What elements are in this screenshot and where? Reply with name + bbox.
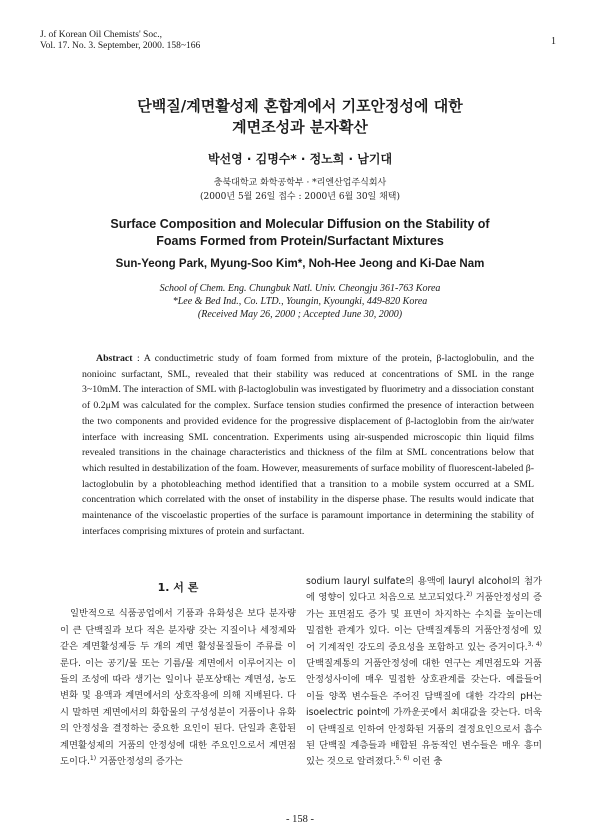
citation-2: 2) <box>466 591 473 599</box>
english-received-dates: (Received May 26, 2000 ; Accepted June 30, 2000) <box>197 309 403 320</box>
section-heading-introduction: 1. 서 론 <box>157 581 199 594</box>
abstract <box>82 351 534 539</box>
citation-4: 5, 6) <box>395 755 410 763</box>
english-title-line2: Foams Formed from Protein/Surfactant Mixtures <box>156 234 444 248</box>
journal-name: J. of Korean Oil Chemists' Soc., <box>40 30 163 40</box>
journal-volume: Vol. 17. No. 3. September, 2000. 158~166 <box>40 41 201 51</box>
english-title-line1: Surface Composition and Molecular Diffusion on the Stability of <box>110 217 490 231</box>
intro-text-e: 단백질계통의 거품안정성에 대한 연구는 계면점도와 거품안정성사이에 매우 밀접한 상호관계를 갖는다. 예를들어 이들 양쪽 변수들은 주어진 담백질에 대한 각각의 pH는 isoelectric point에 가까운곳에서 최대값을 갖는다. 더욱이 단백질로 인하여 안정화된 거품의 결정요인으로서 흡수된 단백질 계층들과 배합된 유동적인 변수들은 매우 흥미있는 것으로 알려졌다. <box>306 658 542 768</box>
english-affiliation-line1: School of Chem. Eng. Chungbuk Natl. Univ. Cheongju 361-763 Korea <box>159 283 441 294</box>
english-title <box>40 216 560 250</box>
korean-title-line2: 계면조성과 분자확산 <box>232 118 368 136</box>
body-column-right <box>306 574 542 771</box>
korean-title <box>40 96 560 138</box>
intro-text-a: 일반적으로 식품공업에서 기품과 유화성은 보다 분자량이 큰 단백질과 보다 적은 분자량 갖는 지질이나 세정제와 같은 계면활성제등 두 개의 계면 활성물질들이 주류를 이룬다. 이는 공기/물 또는 기름/물 계면에서 이루어지는 이들의 조성에 따라 생기는 일이나 분포상태는 계면성, 농도변화 및 용액과 계면에서의 상호작용에 의해 지배된다. 다시 말하면 계면에서의 화합물의 구성성분이 거품이나 유화의 안정성을 결정하는 중요한 요인이 된다. 단일과 혼합된 계면활성제의 거품의 안정성에 대한 주요인으로서 계면점도이다. <box>60 608 296 768</box>
korean-affiliation <box>40 176 560 204</box>
english-affiliation <box>40 282 560 321</box>
page-number-top: 1 <box>551 36 556 47</box>
introduction-paragraph-left <box>60 606 296 770</box>
korean-received-dates: (2000년 5월 26일 접수 : 2000년 6월 30일 채택) <box>199 192 401 202</box>
citation-3: 3, 4) <box>527 640 542 648</box>
intro-text-f: 이런 충 <box>409 756 443 768</box>
english-authors: Sun-Yeong Park, Myung-Soo Kim*, Noh-Hee Jeong and Ki-Dae Nam <box>115 258 485 270</box>
intro-text-d: 거품안정성의 증가는 표면점도 증가 및 표면이 차지하는 수치를 높이는데 밀접한 관계가 있다. 이는 단백질계통의 거품안정성에 있어 기계적인 강도의 중요성을 포함하고 있는 증거이다. <box>306 592 542 653</box>
intro-text-c: sodium lauryl sulfate의 용액에 lauryl alcohol의 첨가에 영향이 있다고 처음으로 보고되었다. <box>306 576 542 604</box>
introduction-paragraph-right <box>306 574 542 771</box>
journal-header <box>40 30 200 52</box>
body-column-left <box>60 580 296 770</box>
english-affiliation-line2: *Lee & Bed Ind., Co. LTD., Youngin, Kyoungki, 449-820 Korea <box>172 296 428 307</box>
korean-authors: 박선영 · 김명수* · 정노희 · 남기대 <box>207 152 393 166</box>
intro-text-b: 거품안정성의 증가는 <box>96 756 183 768</box>
page-number-bottom: - 158 - <box>286 814 314 825</box>
korean-title-line1: 단백질/계면활성제 혼합계에서 기포안정성에 대한 <box>137 97 463 115</box>
korean-affiliation-line1: 충북대학교 화학공학부 · *리엔산업주식회사 <box>213 178 387 188</box>
citation-1: 1) <box>89 754 97 762</box>
abstract-label: Abstract <box>96 353 133 364</box>
abstract-text: : A conductimetric study of foam formed from mixture of the protein, β-lactoglobulin, and the nonioinc surfactant, SML, revealed that their stability was reduced at concentrations of SML in the range 3~10mM. The interaction of SML with β-lactoglobulin was investigated by fluorimetry and a dissociation constant of 0.2μM was calculated for the complex. Surface tension studies confirmed the presence of interaction between the two components and provided evidence for the progressive displacement of β-lactoglobin from the air/water interface with increasing SML concentration. Experiments using air-suspended microscopic thin liquid films revealed transitions in the chainage characteristics and thickness of the film at SML concentrations below that which resulted in destabilization of the foam. However, measurements of surface mobility of fluorescent-labeled β-lactoglobulin by a photobleaching method identified that a transition to a mobile system occurred at a SML concentration which correlated with the onset of instability in the disperse phase. The results would indicate that maintenance of the viscoelastic properties of the surface is paramount importance in determining the stability of interfaces comprising mixtures of protein and surfactant. <box>82 353 534 537</box>
